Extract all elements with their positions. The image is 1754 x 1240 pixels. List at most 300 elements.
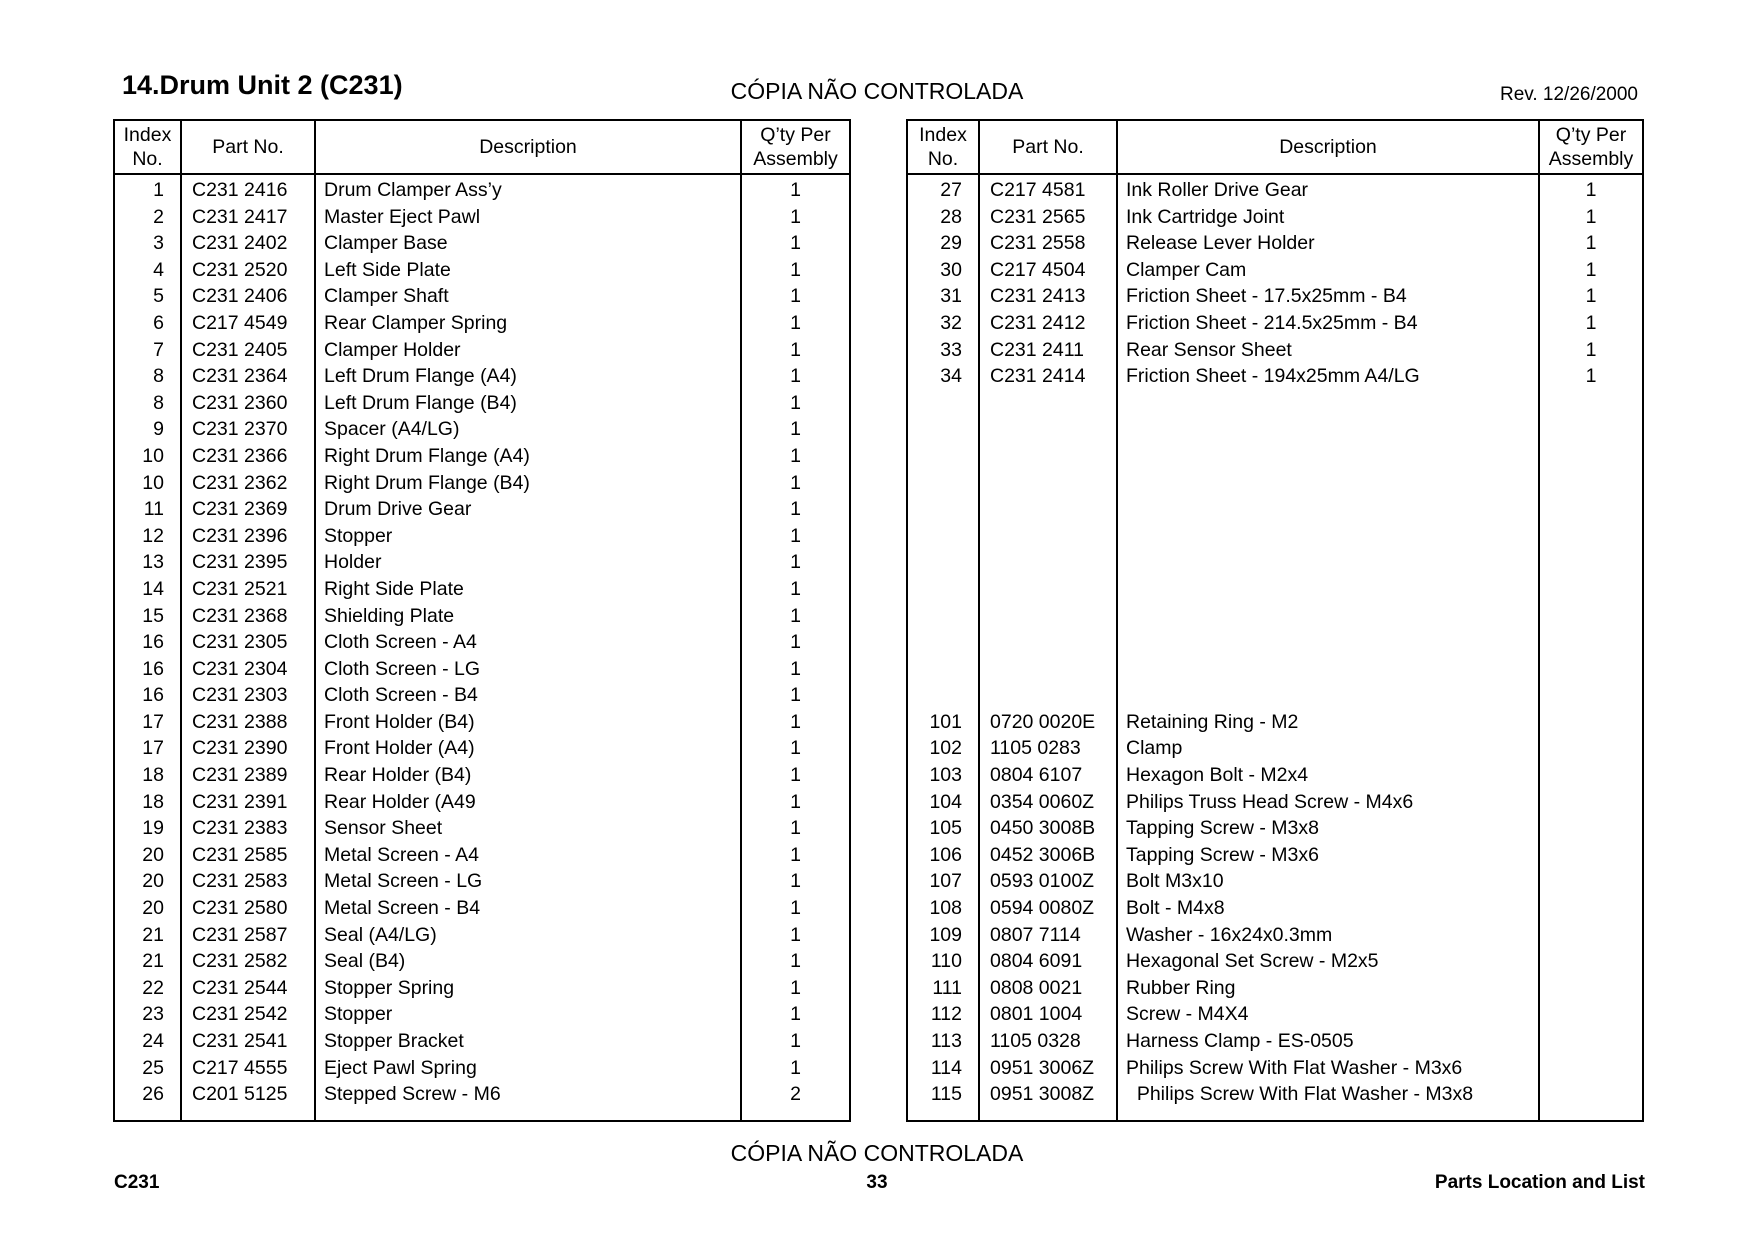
description-cell: Screw - M4X4 [1117,1001,1539,1028]
index-cell: 23 [142,1003,164,1026]
part-no-cell: C231 2406 [181,283,315,310]
watermark-top: CÓPIA NÃO CONTROLADA [730,78,1024,104]
part-no-cell: C231 2416 [181,174,315,204]
description-cell: Clamp [1117,735,1539,762]
description-cell: Clamper Base [315,230,741,257]
index-cell: 11 [143,498,164,521]
table-row [114,363,850,390]
index-cell: 102 [929,737,962,760]
qty-cell: 1 [741,868,850,895]
part-no-cell: C231 2565 [979,204,1117,231]
index-cell: 27 [940,179,962,201]
table-row [907,390,1643,417]
description-cell: Drum Drive Gear [315,496,741,523]
index-cell: 111 [932,976,962,999]
index-cell: 4 [153,258,164,281]
description-cell: Clamper Shaft [315,283,741,310]
description-cell: Stopper Bracket [315,1028,741,1055]
table-row [907,842,1643,869]
table-row [907,174,1643,204]
qty-cell: 1 [741,204,850,231]
qty-cell [1539,629,1643,656]
qty-cell: 1 [741,337,850,364]
index-cell [907,576,979,603]
description-cell [1117,470,1539,497]
qty-cell: 1 [741,310,850,337]
index-cell: 114 [930,1056,962,1079]
qty-cell: 2 [741,1081,850,1108]
table-row [907,922,1643,949]
table-row [114,1028,850,1055]
description-cell: Master Eject Pawl [315,204,741,231]
table-row [907,363,1643,390]
part-no-cell: 0951 3008Z [979,1081,1117,1108]
part-no-cell [979,390,1117,417]
part-no-cell: 0354 0060Z [979,789,1117,816]
index-cell [907,416,979,443]
table-row [907,868,1643,895]
filler-cell [114,1108,181,1121]
table-row [114,257,850,284]
description-cell: Tapping Screw - M3x8 [1117,815,1539,842]
index-cell: 107 [929,870,962,893]
part-no-cell: C231 2521 [181,576,315,603]
qty-cell: 1 [741,735,850,762]
filler-cell [741,1108,850,1121]
index-cell: 17 [142,710,164,733]
index-cell: 8 [153,391,164,414]
table-row [114,709,850,736]
table-row [114,762,850,789]
index-cell: 110 [930,950,962,973]
qty-cell [1539,523,1643,550]
qty-cell: 1 [741,549,850,576]
qty-cell [1539,922,1643,949]
part-no-cell: 0951 3006Z [979,1055,1117,1082]
index-cell: 16 [142,657,164,680]
part-no-cell: C231 2541 [181,1028,315,1055]
part-no-cell: C231 2414 [979,363,1117,390]
description-cell: Cloth Screen - LG [315,656,741,683]
table-row [114,174,850,204]
qty-cell: 1 [741,709,850,736]
index-cell [907,656,979,683]
description-cell [1117,576,1539,603]
part-no-cell [979,470,1117,497]
qty-cell: 1 [741,975,850,1002]
qty-cell [1539,656,1643,683]
description-cell: Metal Screen - A4 [315,842,741,869]
part-no-cell: 0452 3006B [979,842,1117,869]
part-no-cell: 0804 6107 [979,762,1117,789]
qty-cell [1539,470,1643,497]
index-cell: 101 [929,710,962,733]
index-cell: 21 [142,950,164,973]
index-cell [907,629,979,656]
qty-cell: 1 [741,523,850,550]
index-cell: 109 [929,923,962,946]
part-no-cell: C231 2587 [181,922,315,949]
description-cell: Harness Clamp - ES-0505 [1117,1028,1539,1055]
qty-cell [1539,975,1643,1002]
qty-cell [1539,815,1643,842]
table-row [907,443,1643,470]
table-row [114,416,850,443]
qty-cell: 1 [741,656,850,683]
qty-cell [1539,416,1643,443]
description-cell: Friction Sheet - 194x25mm A4/LG [1117,363,1539,390]
table-row [907,549,1643,576]
revision-date: Rev. 12/26/2000 [1499,84,1638,105]
index-cell: 25 [142,1056,164,1079]
description-cell: Ink Roller Drive Gear [1117,174,1539,204]
table-row [114,603,850,630]
qty-cell [1539,443,1643,470]
index-cell: 18 [142,764,164,787]
index-cell: 15 [142,604,164,627]
index-cell: 1 [153,179,164,201]
index-cell: 5 [153,285,164,308]
part-no-cell: C231 2390 [181,735,315,762]
description-cell [1117,443,1539,470]
watermark-bottom: CÓPIA NÃO CONTROLADA [730,1140,1024,1166]
qty-cell: 1 [1539,174,1643,204]
index-cell: 30 [940,258,962,281]
description-cell: Rear Holder (B4) [315,762,741,789]
part-no-cell: C231 2383 [181,815,315,842]
part-no-cell: C231 2544 [181,975,315,1002]
description-cell: Drum Clamper Ass’y [315,174,741,204]
part-no-cell: C217 4555 [181,1055,315,1082]
index-cell: 20 [142,897,164,920]
table-row [907,283,1643,310]
qty-cell: 1 [741,283,850,310]
table-row [907,789,1643,816]
table-row [907,1001,1643,1028]
table-header-row [907,120,1643,174]
part-no-cell: 1105 0328 [979,1028,1117,1055]
description-cell [1117,549,1539,576]
description-cell [1117,656,1539,683]
parts-table-left [113,119,851,1122]
qty-cell [1539,603,1643,630]
index-cell: 31 [940,285,962,308]
part-no-cell: C231 2580 [181,895,315,922]
description-cell: Bolt M3x10 [1117,868,1539,895]
index-cell [907,390,979,417]
filler-cell [315,1108,741,1121]
table-row [907,470,1643,497]
part-no-cell [979,576,1117,603]
index-cell: 20 [142,843,164,866]
part-no-cell: C231 2582 [181,948,315,975]
index-cell: 33 [940,338,962,361]
description-cell: Retaining Ring - M2 [1117,709,1539,736]
part-no-cell: C231 2369 [181,496,315,523]
description-cell: Stopper [315,1001,741,1028]
qty-cell: 1 [1539,230,1643,257]
index-cell: 10 [142,444,164,467]
filler-cell [1539,1108,1643,1121]
qty-cell: 1 [741,576,850,603]
table-row [907,1055,1643,1082]
qty-cell: 1 [741,948,850,975]
description-cell: Left Side Plate [315,257,741,284]
index-cell [907,523,979,550]
index-cell: 21 [142,923,164,946]
part-no-cell: C231 2412 [979,310,1117,337]
table-row [907,656,1643,683]
part-no-cell: C231 2558 [979,230,1117,257]
part-no-cell: C231 2370 [181,416,315,443]
description-column-header: Description [315,120,741,174]
part-no-cell: C217 4581 [979,174,1117,204]
qty-cell: 1 [741,416,850,443]
qty-cell: 1 [741,922,850,949]
table-row [114,682,850,709]
qty-cell: 1 [741,390,850,417]
table-row [114,629,850,656]
index-cell: 13 [142,551,164,574]
qty-cell [1539,682,1643,709]
description-cell [1117,523,1539,550]
index-cell: 12 [142,524,164,547]
index-cell: 28 [940,205,962,228]
qty-cell [1539,496,1643,523]
part-no-cell: 0594 0080Z [979,895,1117,922]
table-row [907,523,1643,550]
table-row [114,523,850,550]
description-cell [1117,416,1539,443]
table-row [907,895,1643,922]
table-row [114,842,850,869]
index-cell: 6 [153,311,164,334]
qty-cell [1539,1055,1643,1082]
description-cell: Seal (B4) [315,948,741,975]
qty-cell: 1 [1539,310,1643,337]
index-cell: 8 [153,365,164,388]
filler-cell [907,1108,979,1121]
qty-cell: 1 [741,363,850,390]
table-row [907,576,1643,603]
filler-cell [1117,1108,1539,1121]
qty-cell: 1 [741,762,850,789]
part-no-cell: C231 2395 [181,549,315,576]
description-cell [1117,682,1539,709]
qty-cell: 1 [741,257,850,284]
page-title: 14.Drum Unit 2 (C231) [122,70,403,100]
table-row [114,390,850,417]
qty-cell: 1 [1539,257,1643,284]
index-cell: 2 [153,205,164,228]
table-row [114,496,850,523]
qty-cell: 1 [1539,363,1643,390]
index-cell [907,549,979,576]
description-cell: Sensor Sheet [315,815,741,842]
qty-cell: 1 [741,842,850,869]
part-no-cell: 0808 0021 [979,975,1117,1002]
qty-cell: 1 [1539,283,1643,310]
description-cell: Rear Clamper Spring [315,310,741,337]
qty-cell: 1 [1539,204,1643,231]
parts-table-body [114,174,850,1121]
part-no-cell [979,629,1117,656]
table-row [907,629,1643,656]
part-no-cell: C217 4504 [979,257,1117,284]
description-cell: Seal (A4/LG) [315,922,741,949]
part-no-cell: C231 2389 [181,762,315,789]
table-row [907,603,1643,630]
index-cell: 7 [153,338,164,361]
part-no-cell: C231 2413 [979,283,1117,310]
part-no-cell: 0593 0100Z [979,868,1117,895]
description-cell: Stopper [315,523,741,550]
index-cell [907,470,979,497]
index-cell [907,682,979,709]
table-row [114,895,850,922]
index-cell: 16 [142,631,164,654]
part-no-cell: C201 5125 [181,1081,315,1108]
description-cell: Right Drum Flange (A4) [315,443,741,470]
part-no-cell: C231 2362 [181,470,315,497]
table-row [907,948,1643,975]
table-row [907,1028,1643,1055]
table-row [907,257,1643,284]
table-row [907,337,1643,364]
qty-cell: 1 [741,443,850,470]
index-cell: 108 [929,897,962,920]
qty-cell [1539,948,1643,975]
qty-cell: 1 [1539,337,1643,364]
index-cell: 104 [929,790,962,813]
description-cell [1117,629,1539,656]
table-row [907,762,1643,789]
index-cell: 18 [142,790,164,813]
qty-cell [1539,762,1643,789]
description-cell: Left Drum Flange (A4) [315,363,741,390]
qty-cell: 1 [741,603,850,630]
qty-cell [1539,789,1643,816]
index-cell: 34 [940,365,962,388]
parts-table-body [907,174,1643,1121]
description-cell: Right Drum Flange (B4) [315,470,741,497]
part-no-cell: 1105 0283 [979,735,1117,762]
part-no-cell [979,416,1117,443]
table-row [114,204,850,231]
index-cell [907,496,979,523]
qty-cell [1539,1001,1643,1028]
part-no-cell: C231 2402 [181,230,315,257]
index-cell: 3 [153,232,164,255]
description-cell: Philips Screw With Flat Washer - M3x6 [1117,1055,1539,1082]
part-no-cell [979,496,1117,523]
part-no-cell [979,656,1117,683]
description-cell [1117,390,1539,417]
qty-cell [1539,842,1643,869]
qty-cell: 1 [741,470,850,497]
qty-cell [1539,709,1643,736]
table-row [114,1055,850,1082]
index-cell: 24 [142,1030,164,1052]
description-cell: Right Side Plate [315,576,741,603]
description-cell: Philips Truss Head Screw - M4x6 [1117,789,1539,816]
part-no-cell: C231 2303 [181,682,315,709]
qty-cell [1539,576,1643,603]
part-no-cell: C231 2391 [181,789,315,816]
table-row [907,496,1643,523]
table-row [114,975,850,1002]
description-cell [1117,603,1539,630]
index-cell: 22 [142,976,164,999]
part-no-cell: C231 2520 [181,257,315,284]
part-no-cell: C231 2396 [181,523,315,550]
qty-cell: 1 [741,1001,850,1028]
page-number: 33 [866,1172,888,1193]
part-no-cell [979,523,1117,550]
description-cell: Spacer (A4/LG) [315,416,741,443]
description-cell: Hexagon Bolt - M2x4 [1117,762,1539,789]
part-no-cell: C217 4549 [181,310,315,337]
table-row [114,470,850,497]
part-no-cell: C231 2364 [181,363,315,390]
description-cell: Shielding Plate [315,603,741,630]
part-no-cell [979,549,1117,576]
qty-cell [1539,868,1643,895]
part-no-cell: C231 2305 [181,629,315,656]
description-cell: Metal Screen - LG [315,868,741,895]
table-filler-row [907,1108,1643,1121]
index-cell: 17 [142,737,164,760]
description-cell [1117,496,1539,523]
description-cell: Tapping Screw - M3x6 [1117,842,1539,869]
table-row [907,204,1643,231]
qty-cell: 1 [741,815,850,842]
qty-cell: 1 [741,895,850,922]
table-header-row [114,120,850,174]
description-cell: Front Holder (A4) [315,735,741,762]
part-no-cell [979,443,1117,470]
table-row [907,310,1643,337]
part-no-cell: C231 2417 [181,204,315,231]
qty-cell: 1 [741,1055,850,1082]
qty-cell: 1 [741,174,850,204]
description-cell: Clamper Cam [1117,257,1539,284]
qty-column-header: Q’ty Per Assembly [741,120,850,174]
table-row [114,1001,850,1028]
qty-cell [1539,1081,1643,1108]
table-row [114,549,850,576]
index-cell: 9 [153,418,164,441]
index-column-header: Index No. [907,120,979,174]
part-no-cell [979,603,1117,630]
table-row [907,230,1643,257]
part-no-column-header: Part No. [181,120,315,174]
description-cell: Friction Sheet - 214.5x25mm - B4 [1117,310,1539,337]
description-cell: Rear Holder (A49 [315,789,741,816]
table-row [114,337,850,364]
index-column-header: Index No. [114,120,181,174]
part-no-cell: 0804 6091 [979,948,1117,975]
part-no-cell: 0807 7114 [979,922,1117,949]
part-no-cell: C231 2360 [181,390,315,417]
index-cell: 103 [929,764,962,787]
part-no-cell: C231 2542 [181,1001,315,1028]
description-cell: Eject Pawl Spring [315,1055,741,1082]
description-cell: Clamper Holder [315,337,741,364]
description-cell: Cloth Screen - A4 [315,629,741,656]
index-cell: 16 [142,684,164,707]
table-row [114,735,850,762]
